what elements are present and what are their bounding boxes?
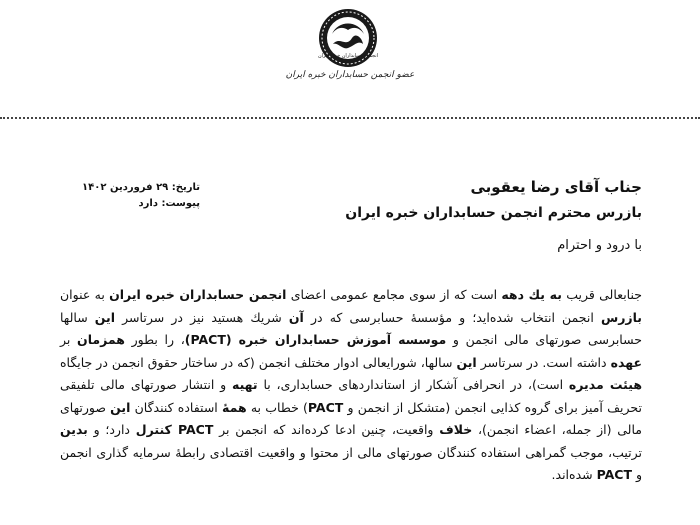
- body-text: و انتشار صورتهای مالی تلفیقی تحریف آمیز برای گروه کذایی انجمن (متشکل از انجمن و: [60, 377, 642, 415]
- header-divider: [0, 117, 700, 119]
- body-emphasis: آن: [288, 309, 304, 325]
- body-paragraph: [60, 284, 642, 487]
- body-text: سالها، شورایعالی ادوار مختلف انجمن (که در ساختار حقوق انجمن در جایگاه: [60, 354, 457, 370]
- letter-date: تاریخ: ۲۹ فروردین ۱۴۰۲: [82, 182, 200, 193]
- body-emphasis: همهٔ: [222, 399, 247, 415]
- body-text: سالها حسابرسی صورتهای مالی انجمن و: [60, 309, 642, 347]
- body-text: صورتهای مالی (از جمله، اعضاء انجمن)،: [60, 399, 642, 437]
- recipient-title: بازرس محترم انجمن حسابداران خبره ایران: [345, 205, 642, 221]
- body-emphasis: این: [94, 309, 116, 325]
- letter-meta: [80, 180, 200, 212]
- body-emphasis: انجمن حسابداران خبره ایران: [109, 287, 287, 302]
- body-text: است که از سوی مجامع عمومی اعضای: [286, 287, 502, 302]
- body-emphasis: PACT: [307, 399, 344, 415]
- body-emphasis: تهیه: [231, 377, 258, 392]
- body-text: واقعیت، چنین ادعا کرده‌اند که انجمن بر: [213, 422, 440, 437]
- body-emphasis: به یك دهه: [501, 287, 562, 302]
- body-text: است)، در انحرافی آشکار از استانداردهای حسابداری، با: [257, 377, 569, 392]
- association-logo-emblem: [318, 8, 378, 68]
- recipient-name: جناب آقای رضا یعقوبی: [470, 178, 642, 196]
- greeting: با درود و احترام: [557, 238, 642, 253]
- body-emphasis: بدین: [60, 422, 88, 437]
- body-text: بر: [60, 332, 78, 347]
- letter-body: [60, 284, 642, 487]
- body-emphasis: این: [456, 354, 477, 370]
- body-text: جنابعالی قریب: [561, 287, 642, 302]
- body-text: به عنوان: [60, 287, 110, 302]
- body-text: ترتیب، موجب گمراهی استفاده کنندگان صورتهای مالی از محتوا و واقعیت اقتصادی رابطهٔ سرمایه گذاری انجمن و: [60, 444, 642, 482]
- body-emphasis: همزمان: [77, 332, 125, 347]
- body-emphasis: بازرس: [600, 309, 642, 325]
- body-text: دارد؛ و: [87, 422, 136, 437]
- body-text: استفاده کنندگان: [130, 399, 222, 415]
- letter-attachment: پیوست: دارد: [138, 198, 200, 209]
- body-emphasis: هیئت مدیره: [568, 377, 643, 392]
- logo-text: انجمن حسابداران خبره ایران: [318, 53, 378, 59]
- body-text: ، را بطور: [124, 332, 185, 347]
- body-emphasis: PACT کنترل: [135, 422, 214, 437]
- body-text: داشته است. در سرتاسر: [476, 354, 611, 370]
- body-emphasis: خلاف: [439, 422, 473, 437]
- logo-tagline: عضو انجمن حسابداران خبره ایران: [285, 70, 415, 80]
- body-emphasis: عهده: [610, 354, 642, 370]
- body-emphasis: PACT: [596, 467, 632, 482]
- body-text: شریك هستید نیز در سرتاسر: [115, 309, 289, 325]
- body-text: شده‌اند.: [551, 467, 597, 482]
- body-text: انجمن انتخاب شده‌اید؛ و مؤسسهٔ حسابرسی که در: [303, 309, 601, 325]
- body-emphasis: این: [110, 399, 131, 415]
- recipient-block: [342, 176, 642, 224]
- body-text: ) خطاب به: [246, 399, 308, 415]
- body-emphasis: موسسه آموزش حسابداران خبره (PACT): [184, 332, 447, 347]
